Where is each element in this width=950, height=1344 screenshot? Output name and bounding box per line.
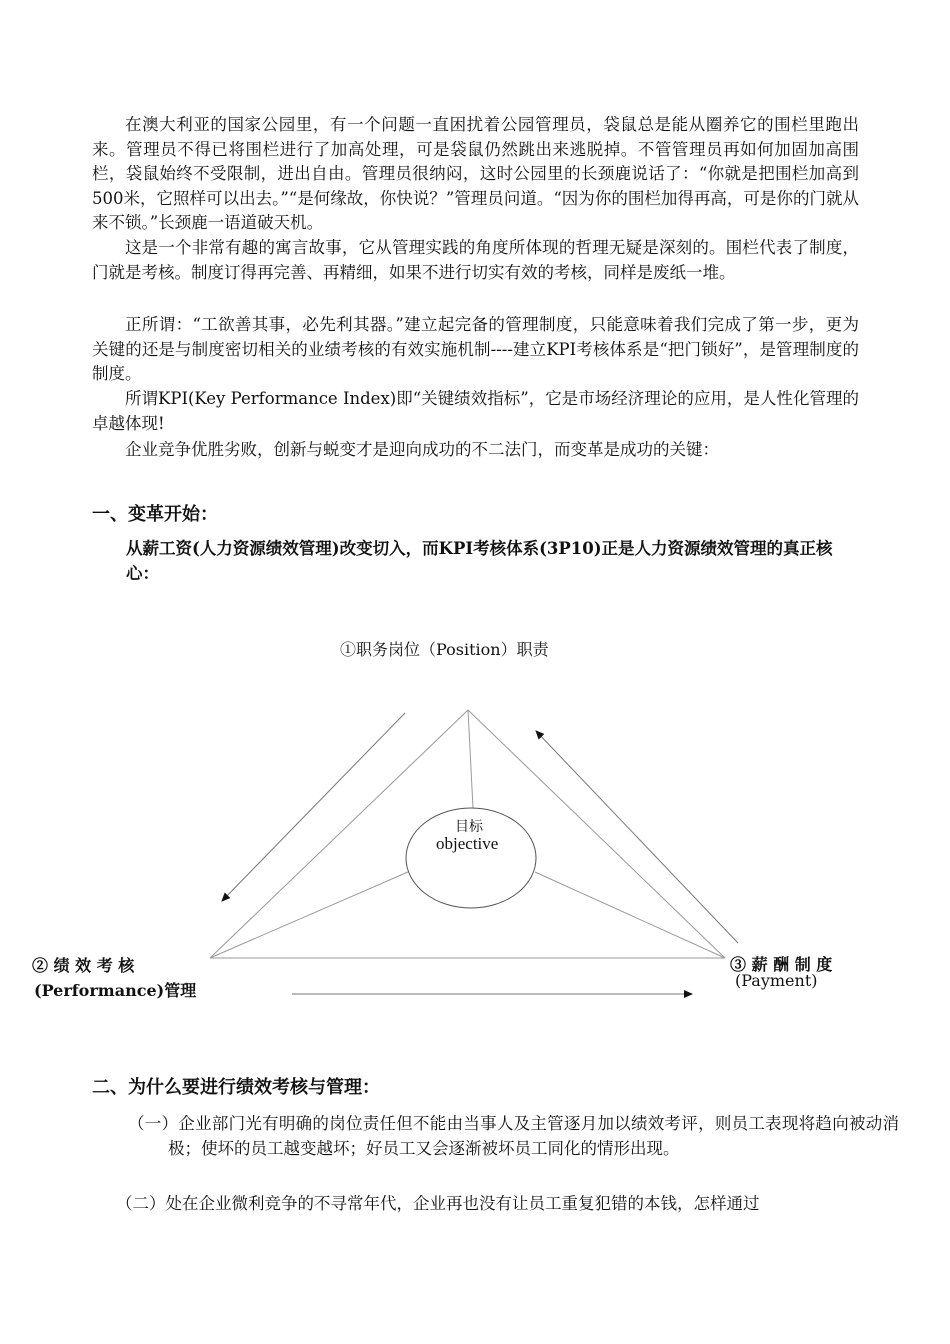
arrow-right-to-top	[536, 731, 738, 943]
left-node-label-2: (Performance)管理	[34, 981, 197, 1000]
arrow-top-to-left	[222, 713, 405, 901]
right-node-label-1: ③ 薪 酬 制 度	[730, 955, 833, 974]
section1-subheading: 从薪工资(人力资源绩效管理)改变切入，而KPI考核体系(3P10)正是人力资源绩效管理的真正核心：	[126, 539, 833, 583]
intro-paragraph-2: 这是一个非常有趣的寓言故事，它从管理实践的角度所体现的哲理无疑是深刻的。围栏代表了制度，门就是考核。制度订得再完善、再精细，如果不进行切实有效的考核，同样是废纸一堆。	[92, 238, 859, 282]
section2-item-1: （一）企业部门光有明确的岗位责任但不能由当事人及主管逐月加以绩效考评，则员工表现将趋向被动消极；使坏的员工越变越坏；好员工又会逐渐被坏员工同化的情形出现。	[128, 1114, 899, 1158]
center-label-cn: 目标	[455, 819, 483, 835]
section1-heading: 一、变革开始：	[92, 504, 218, 525]
intro-paragraph-1: 在澳大利亚的国家公园里，有一个问题一直困扰着公园管理员，袋鼠总是能从圈养它的围栏里跑出来。管理员不得已将围栏进行了加高处理，可是袋鼠仍然跳出来逃脱掉。不管管理员再如何加固加高围栏，袋鼠始终不受限制，进出自由。管理员很纳闷，这时公园里的长颈鹿说话了：“你就是把围栏加高到500米，它照样可以出去。”“是何缘故，你快说？”管理员问道。“因为你的围栏加得再高，可是你的门就从来不锁。”长颈鹿一语道破天机。	[92, 115, 859, 232]
section2-item-2: （二）处在企业微利竞争的不寻常年代，企业再也没有让员工重复犯错的本钱，怎样通过	[116, 1194, 760, 1213]
diagram-top-label: ①职务岗位（Position）职责	[340, 640, 549, 659]
left-node-label-1: ② 绩 效 考 核	[32, 956, 135, 975]
spoke-top	[468, 710, 473, 808]
intro-paragraph-3: 正所谓：“工欲善其事，必先利其器。”建立起完备的管理制度，只能意味着我们完成了第一步，更为关键的还是与制度密切相关的业绩考核的有效实施机制----建立KPI考核体系是“把门锁好”，是管理制度的制度。	[92, 315, 859, 383]
center-label-en: objective	[436, 834, 499, 853]
spoke-left	[210, 872, 408, 958]
intro-paragraph-4: 所谓KPI(Key Performance Index)即“关键绩效指标”，它是市场经济理论的应用，是人性化管理的卓越体现!	[92, 389, 859, 433]
spoke-right	[535, 872, 725, 958]
section2-heading: 二、为什么要进行绩效考核与管理：	[92, 1077, 380, 1098]
intro-paragraph-5: 企业竞争优胜劣败，创新与蜕变才是迎向成功的不二法门，而变革是成功的关键：	[125, 440, 719, 459]
right-node-label-2: (Payment)	[735, 971, 818, 990]
